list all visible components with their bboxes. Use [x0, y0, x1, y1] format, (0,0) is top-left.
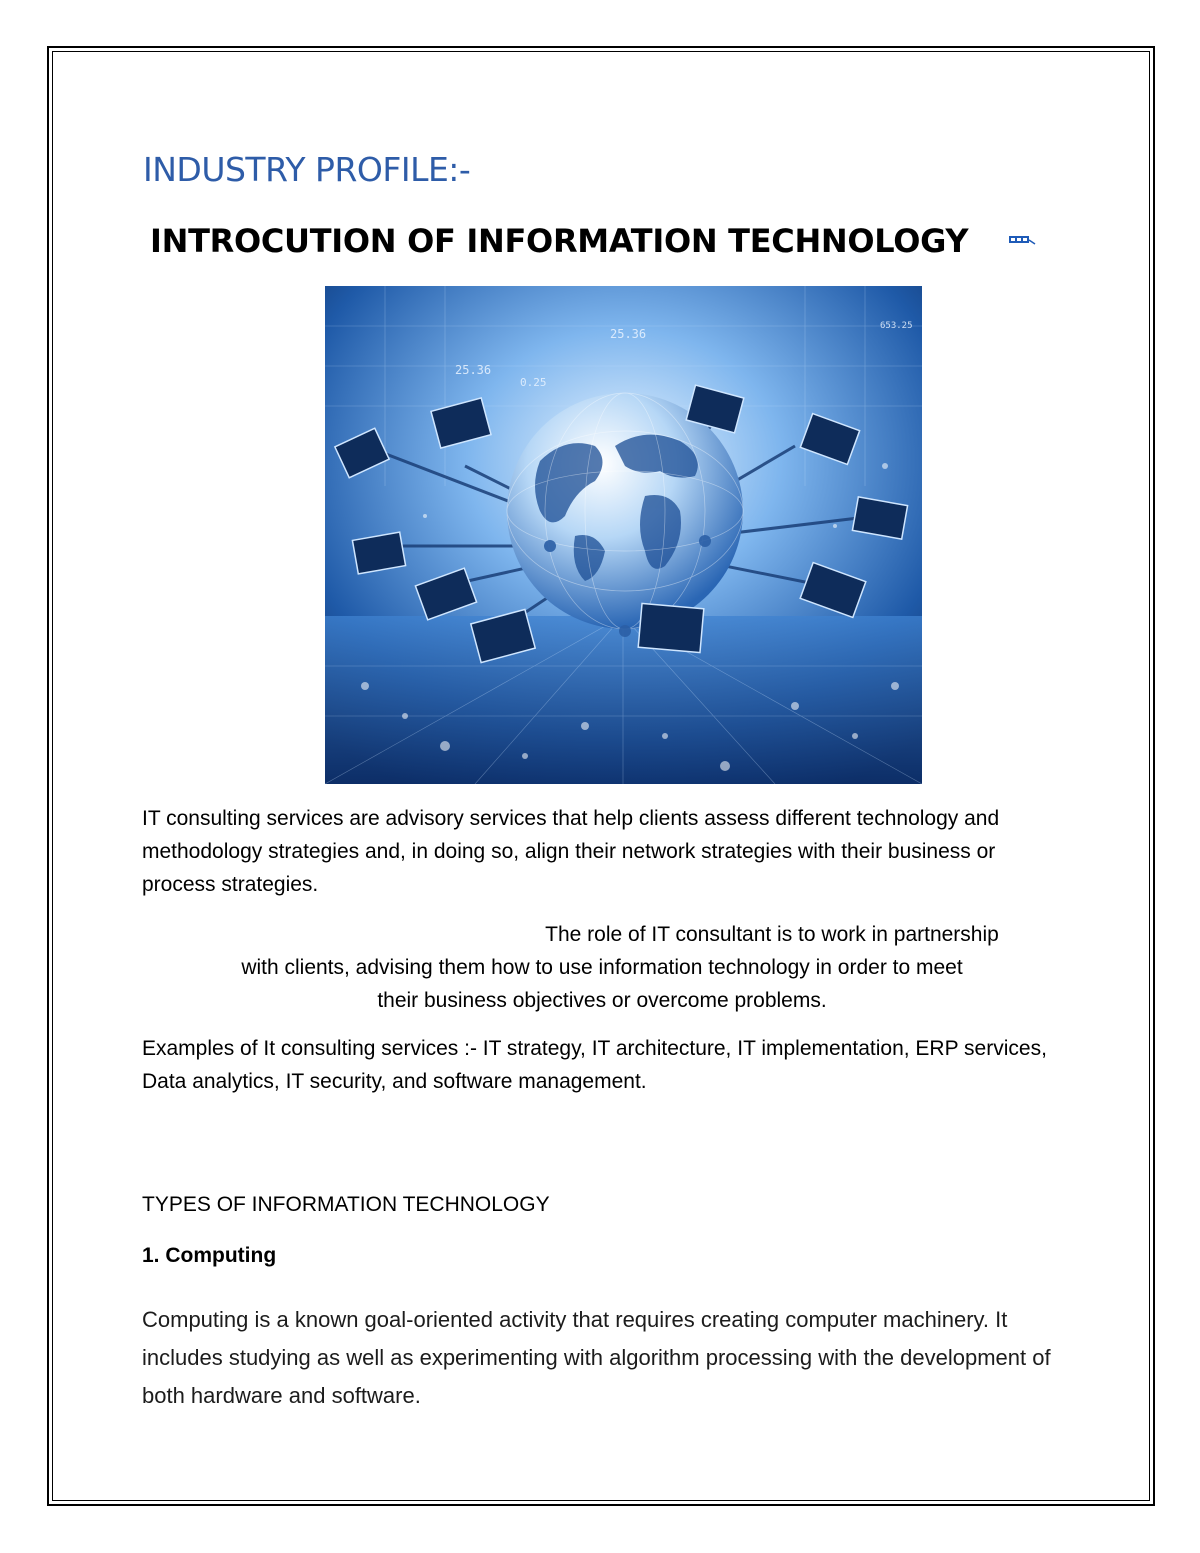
paragraph-line: their business objectives or overcome problems.: [377, 989, 827, 1012]
paragraph-line: with clients, advising them how to use information technology in order to meet: [241, 956, 963, 979]
types-heading: TYPES OF INFORMATION TECHNOLOGY: [142, 1193, 550, 1216]
image-label: 0.25: [520, 376, 547, 389]
paragraph-consultant-role: [142, 918, 1062, 1017]
industry-profile-heading: INDUSTRY PROFILE:-: [143, 150, 471, 189]
image-label: 25.36: [455, 363, 492, 377]
paragraph-line: The role of IT consultant is to work in partnership: [545, 923, 999, 946]
computing-paragraph: Computing is a known goal-oriented activity that requires creating computer machinery. It includes studying as well as experimenting with algorithm processing with the development of both hardware and software.: [142, 1307, 1051, 1408]
paragraph-it-consulting: IT consulting services are advisory services that help clients assess different technology and methodology strategies and, in doing so, align their network strategies with their business or process strategies.: [142, 807, 1000, 896]
globe-network-laptops-image: [325, 286, 922, 784]
paragraph-examples: Examples of It consulting services :- IT strategy, IT architecture, IT implementation, ERP services, Data analytics, IT security, and software management.: [142, 1037, 1047, 1093]
image-label: 653.25: [880, 321, 913, 331]
small-logo-icon: [1008, 234, 1036, 246]
intro-title: INTROCUTION OF INFORMATION TECHNOLOGY: [150, 222, 969, 260]
computing-heading: 1. Computing: [142, 1244, 277, 1267]
image-label: 25.36: [610, 327, 647, 341]
